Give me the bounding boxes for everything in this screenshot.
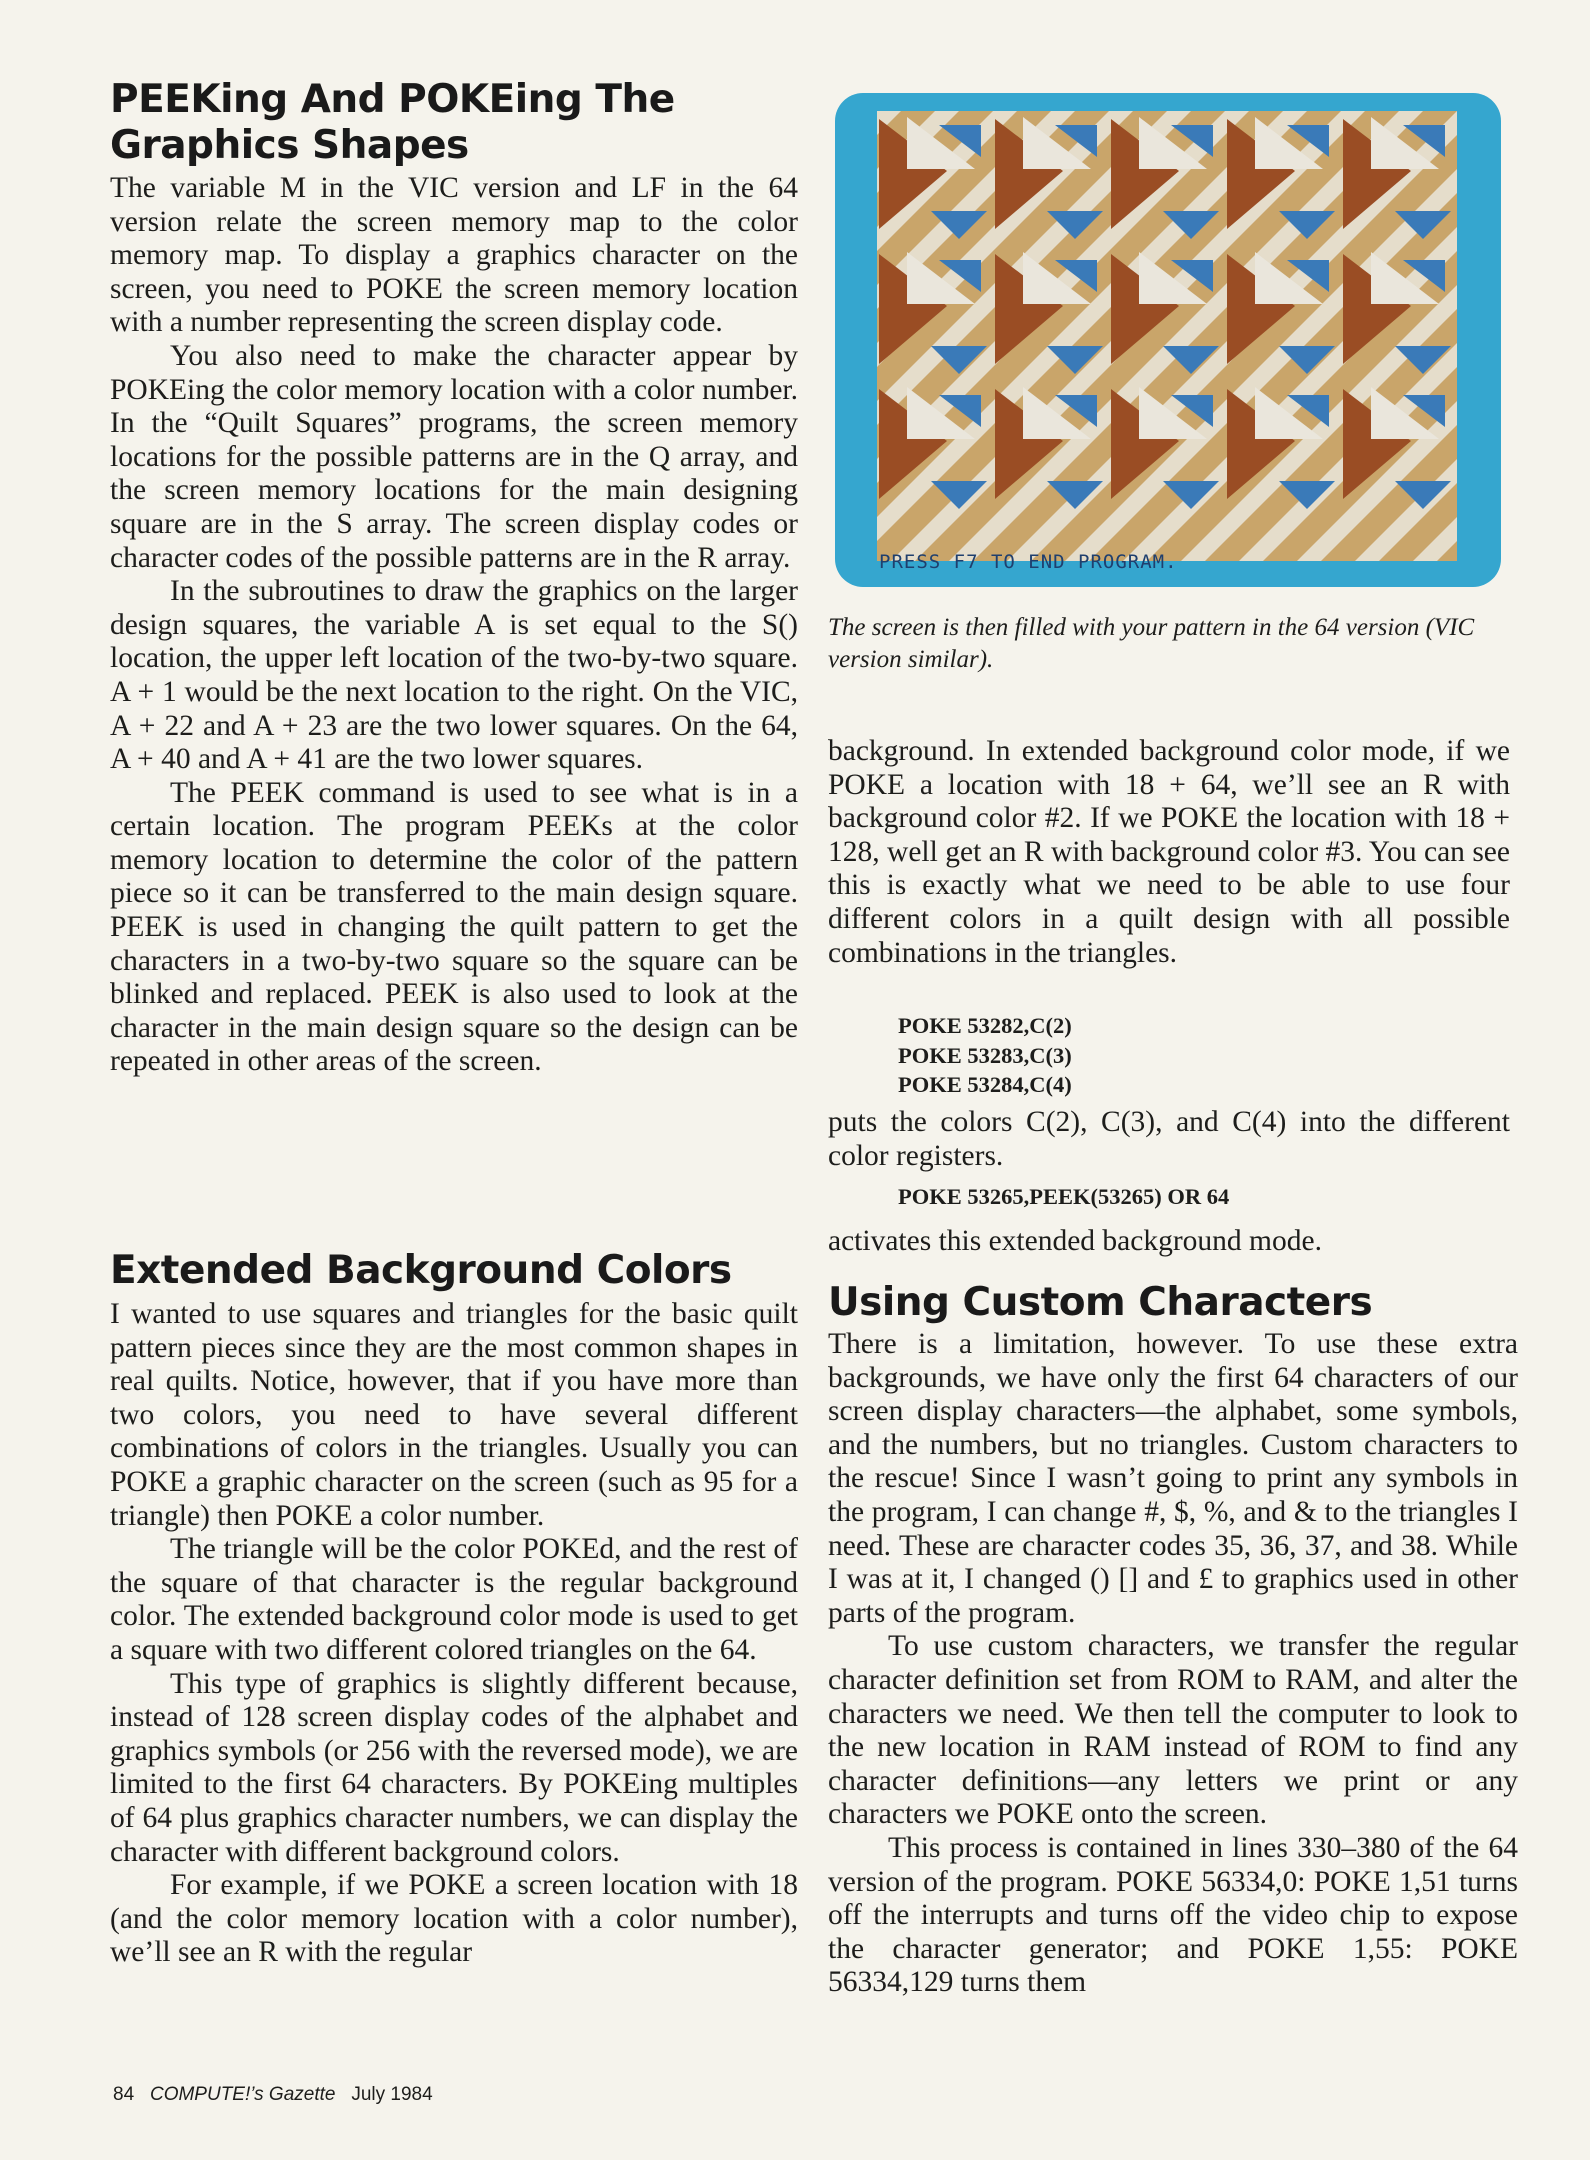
- issue-date: July 1984: [351, 2084, 433, 2105]
- section-body-extended-background: [110, 1298, 798, 1970]
- paragraph: I wanted to use squares and triangles for the basic quilt pattern pieces since they are the most common shapes in real quilts. Notice, however, that if you have more than two colors, you need to have several different combinations of colors in the triangles. Usually you can POKE a graphic character on the screen (such as 95 for a triangle) then POKE a color number.: [110, 1298, 798, 1532]
- heading-line: Graphics Shapes: [110, 123, 469, 168]
- paragraph: puts the colors C(2), C(3), and C(4) into the different color registers.: [828, 1106, 1510, 1172]
- paragraph: In the subroutines to draw the graphics on the larger design squares, the variable A is set equal to the S() location, the upper left location of the two-by-two square. A + 1 would be the next location to the right. On the VIC, A + 22 and A + 23 are the two lower squares. On the 64, A + 40 and A + 41 are the two lower squares.: [110, 575, 798, 776]
- paragraph: background. In extended background color mode, if we POKE a location with 18 + 64, we’ll see an R with background color #2. If we POKE the location with 18 + 128, well get an R with background color #3. You can see this is exactly what we need to be able to use four different colors in a quilt design with all possible combinations in the triangles.: [828, 735, 1510, 969]
- screen-status-text: PRESS F7 TO END PROGRAM.: [879, 551, 1178, 573]
- paragraph: activates this extended background mode.: [828, 1225, 1322, 1257]
- section-body-peeking: [110, 172, 798, 1079]
- quilt-screenshot: [835, 93, 1501, 587]
- paragraph: To use custom characters, we transfer the regular character definition set from ROM to RAM, and alter the characters we need. We then tell the computer to look to the new location in RAM instead of ROM to find any character definitions—any letters we print or any characters we POKE onto the screen.: [828, 1630, 1518, 1831]
- heading-line: PEEKing And POKEing The: [110, 77, 675, 122]
- image-caption: The screen is then filled with your pattern in the 64 version (VIC version similar).: [828, 614, 1475, 673]
- paragraph-after-code: [828, 1106, 1510, 1173]
- paragraph: This process is contained in lines 330–380 of the 64 version of the program. POKE 56334,0: POKE 1,51 turns off the interrupts and turns off the video chip to expose the character generator; and POKE 1,55: POKE 56334,129 turns them: [828, 1831, 1518, 1999]
- code-block-extended-mode: [898, 1182, 1229, 1212]
- paragraph-continued: [828, 735, 1510, 970]
- paragraph-after-code: [828, 1225, 1510, 1259]
- code-line: POKE 53283,C(3): [898, 1042, 1072, 1068]
- code-line: POKE 53282,C(2): [898, 1013, 1072, 1038]
- page-footer: [113, 2084, 433, 2106]
- quilt-pattern-image: [877, 111, 1457, 561]
- section-heading-custom-characters: Using Custom Characters: [828, 1280, 1373, 1325]
- paragraph: There is a limitation, however. To use these extra backgrounds, we have only the first 64 characters of our screen display characters—the alphabet, some symbols, and the numbers, but no triangles. Custom characters to the rescue! Since I wasn’t going to print any symbols in the program, I can change #, $, %, and & to the triangles I need. These are character codes 35, 36, 37, and 38. While I was at it, I changed () [] and £ to graphics used in other parts of the program.: [828, 1328, 1518, 1629]
- code-block-registers: [898, 1011, 1072, 1100]
- paragraph: The PEEK command is used to see what is in a certain location. The program PEEKs at the color memory location to determine the color of the pattern piece so it can be transferred to the main design square. PEEK is used in changing the quilt pattern to get the characters in a two-by-two square so the square can be blinked and replaced. PEEK is also used to look at the character in the main design square so the design can be repeated in other areas of the screen.: [110, 776, 798, 1078]
- page-number: 84: [113, 2084, 135, 2105]
- code-line: POKE 53284,C(4): [898, 1072, 1072, 1097]
- section-heading-extended-background: Extended Background Colors: [110, 1248, 732, 1293]
- paragraph: This type of graphics is slightly different because, instead of 128 screen display codes of the alphabet and graphics symbols (or 256 with the reversed mode), we are limited to the first 64 characters. By POKEing multiples of 64 plus graphics character numbers, we can display the character with different background colors.: [110, 1667, 798, 1868]
- paragraph: The triangle will be the color POKEd, and the rest of the square of that character is the regular background color. The extended background color mode is used to get a square with two different colored triangles on the 64.: [110, 1533, 798, 1666]
- section-heading-peeking: [110, 77, 675, 169]
- paragraph: For example, if we POKE a screen location with 18 (and the color memory location with a color number), we’ll see an R with the regular: [110, 1869, 798, 1969]
- section-body-custom-characters: [828, 1328, 1518, 2000]
- publication-name: COMPUTE!’s Gazette: [149, 2084, 336, 2105]
- paragraph: You also need to make the character appear by POKEing the color memory location with a color number. In the “Quilt Squares” programs, the screen memory locations for the possible patterns are in the Q array, and the screen memory locations for the main designing square are in the S array. The screen display codes or character codes of the possible patterns are in the R array.: [110, 339, 798, 574]
- paragraph: The variable M in the VIC version and LF in the 64 version relate the screen memory map to the color memory map. To display a graphics character on the screen, you need to POKE the screen memory location with a number representing the screen display code.: [110, 172, 798, 339]
- code-line: POKE 53265,PEEK(53265) OR 64: [898, 1184, 1230, 1209]
